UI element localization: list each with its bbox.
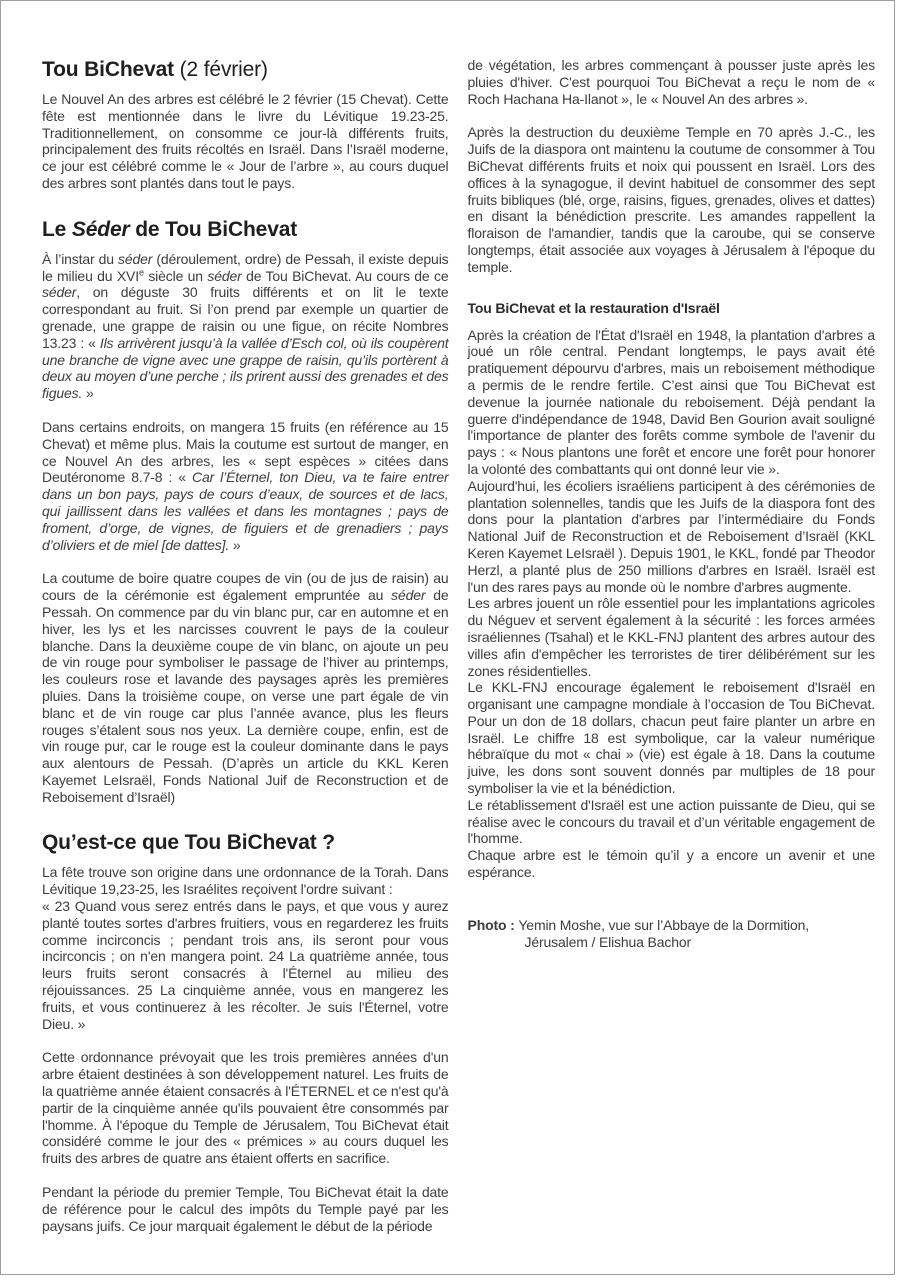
text-run: e xyxy=(138,266,144,277)
text-run: La coutume de boire quatre coupes de vin (ou de jus de raisin) au cours de la cérémonie est également empruntée au xyxy=(42,570,449,604)
ordinance-explanation-paragraph xyxy=(42,1049,449,1167)
text-run: Le Nouvel An des arbres est célébré le 2 février (15 Chevat). Cette fête est mentionnée dans le livre du Lévitique 19.23-25. Traditionnellement, on consomme ce jour-là différents fruits, principalement des fruits récoltés en Israël. Dans l’Israël moderne, ce jour est célébré comme le « Jour de l’arbre », au cours duquel des arbres sont plantés dans tout le pays. xyxy=(42,91,449,191)
text-run: Le xyxy=(42,217,72,241)
text-run: de Tou BiChevat. Au cours de ce xyxy=(241,267,449,284)
restoration-paragraph xyxy=(468,327,876,881)
text-run: Après la destruction du deuxième Temple en 70 après J.-C., les Juifs de la diaspora ont maintenu la coutume de consommer à Tou BiChevat différents fruits et noix qui poussent en Israël. Lors des offices à la synagogue, il devint habituel de consommer des sept fruits bibliques (blé, orge, raisins, figues, grenades, olives et dattes) en disant la bénédiction prescrite. Les amandes rappellent la floraison de l'amandier, tandis que la caroube, qui se conserve longtemps, était associée aux voyages à Jérusalem à l'époque du temple. xyxy=(467,124,875,275)
text-run: Photo : xyxy=(467,916,519,933)
seven-species-paragraph xyxy=(42,419,449,553)
text-run: de Pessah. On commence par du vin blanc pur, car en automne et en hiver, les lys et les narcisses couvrent le pays de la couleur blanche. Dans la deuxième coupe de vin blanc, on ajoute un peu de vin rouge pour symboliser le passage de l’hiver au printemps, les couleurs rose et lavande des paysages après les premières pluies. Dans la troisième coupe, on verse une part égale de vin blanc et de vin rouge car plus l’année avance, plus les fleurs rouges s’étalent sous nos yeux. La dernière coupe, enfin, est de vin rouge pur, car le rouge est la couleur dominante dans le pays aux alentours de Pessah. (D’après un article du KKL Keren Kayemet LeIsraël, Fonds National Juif de Reconstruction et de Reboisement d’Israël) xyxy=(42,587,449,805)
text-run: (2 février) xyxy=(173,58,268,81)
text-run: Le rétablissement d'Israël est une action puissante de Dieu, qui se réalise avec le concours du travail et d’un véritable engagement de l'homme. xyxy=(467,796,875,847)
text-run: Pendant la période du premier Temple, Tou BiChevat était la date de référence pour le calcul des impôts du Temple payé par les paysans juifs. Ce jour marquait également le début de la période xyxy=(42,1184,449,1234)
text-run: Chaque arbre est le témoin qu’il y a encore un avenir et une espérance. xyxy=(467,847,875,881)
what-is-section-heading xyxy=(42,830,449,855)
text-run: Ils arrivèrent jusqu’à la vallée d’Esch col, où ils coupèrent une branche de vigne avec une grappe de raisin, qu’ils portèrent à deux au moyen d’une perche ; ils prirent aussi des grenades et des figues. xyxy=(42,334,449,402)
two-column-layout xyxy=(1,1,894,1251)
text-run: Dans certains endroits, on mangera 15 fruits (en référence au 15 Chevat) et même plus. Mais la coutume est surtout de manger, en ce Nouvel An des arbres, les « sept espèces » citées dans Deutéronome 8.7-8 : « xyxy=(42,418,449,486)
continuation-paragraph xyxy=(468,57,876,107)
text-run: de Tou BiChevat xyxy=(129,217,298,241)
text-run: Après la création de l'État d'Israël en 1948, la plantation d'arbres a joué un rôle central. Pendant longtemps, le pays avait été pratiquement dépourvu d'arbres, mais un reboisement méthodique a permis de le rendre fertile. C’est ainsi que Tou BiChevat est devenue la journée nationale du reboisement. Déjà pendant la guerre d'indépendance de 1948, David Ben Gourion avait souligné l'importance de planter des forêts comme symbole de l'avenir du pays : « Nous plantons une forêt et encore une forêt pour honorer la volonté des combattants qui ont donné leur vie ». xyxy=(467,326,875,477)
text-run: Les arbres jouent un rôle essentiel pour les implantations agricoles du Néguev et servent également à la sécurité : les forces armées israéliennes (Tsahal) et le KKL-FNJ plantent des arbres autour des villes afin d'empêcher les terroristes de tirer délibérément sur les zones résidentielles. xyxy=(467,595,875,679)
page-title xyxy=(42,57,449,82)
text-run: » xyxy=(229,536,241,553)
text-run: (déroulement, ordre) de Pessah, il existe depuis le milieu du XVI xyxy=(42,250,449,284)
seder-section-heading xyxy=(42,217,449,242)
restoration-subheading xyxy=(468,300,876,317)
text-run: Le KKL-FNJ encourage également le reboisement d'Israël en organisant une campagne mondiale à l’occasion de Tou BiChevat. Pour un don de 18 dollars, chacun peut faire planter un arbre en Israël. Le chiffre 18 est symbolique, car la valeur numérique hébraïque du mot « chai » (vie) est égale à 18. Dans la coutume juive, les dons sont souvent donnés par multiples de 18 pour symboliser la vie et la bénédiction. xyxy=(467,679,875,797)
right-column xyxy=(468,57,876,1251)
text-run: Séder xyxy=(71,217,130,241)
text-run: Yemin Moshe, vue sur l’Abbaye de la Dormition, Jérusalem / Elishua Bachor xyxy=(518,916,810,950)
four-cups-paragraph xyxy=(42,570,449,805)
text-run: séder xyxy=(207,267,242,284)
text-run: Aujourd'hui, les écoliers israéliens participent à des cérémonies de plantation solennelles, tandis que les Juifs de la diaspora font des dons pour la plantation d'arbres par l’intermédiaire du Fonds National Juif de Reconstruction et de Reboisement d’Israël (KKL Keren Kayemet LeIsraël ). Depuis 1901, le KKL, fondé par Theodor Herzl, a planté plus de 250 millions d'arbres en Israël. Israël est l'un des rares pays au monde où le nombre d'arbres augmente. xyxy=(467,477,875,595)
left-column xyxy=(42,57,449,1251)
text-run: La fête trouve son origine dans une ordonnance de la Torah. Dans Lévitique 19,23-25, les Israélites reçoivent l'ordre suivant : xyxy=(42,864,449,898)
text-run: À l’instar du xyxy=(42,250,118,267)
text-run: « 23 Quand vous serez entrés dans le pays, et que vous y aurez planté toutes sortes d'arbres fruitiers, vous en regarderez les fruits comme incirconcis ; pendant trois ans, ils seront pour vous incirconcis ; on n'en mangera point. 24 La quatrième année, tous leurs fruits seront consacrés à l'Éternel au milieu des réjouissances. 25 La cinquième année, vous en mangerez les fruits, et vous continuerez à les récolter. Je suis l'Éternel, votre Dieu. » xyxy=(42,898,449,1032)
torah-ordinance-paragraph xyxy=(42,864,449,1032)
intro-paragraph xyxy=(42,91,449,192)
text-run: séder xyxy=(42,284,77,301)
diaspora-paragraph xyxy=(468,124,876,275)
text-run: Qu’est-ce que Tou BiChevat ? xyxy=(42,831,335,855)
text-run: séder xyxy=(391,587,426,604)
text-run: séder xyxy=(117,250,153,267)
text-run: siècle un xyxy=(143,267,208,284)
photo-credit xyxy=(468,917,876,951)
seder-paragraph xyxy=(42,251,449,402)
text-run: , on déguste 30 fruits différents et on lit le texte correspondant au fruit. Si l’on prend par exemple un quartier de grenade, une grappe de raisin ou une figue, on récite Nombres 13.23 : « xyxy=(42,284,449,351)
text-run: » xyxy=(82,385,94,402)
text-run: Tou BiChevat xyxy=(42,58,174,81)
text-run: Cette ordonnance prévoyait que les trois premières années d'un arbre étaient destinées à son développement naturel. Les fruits de la quatrième année étaient consacrés à l'ÉTERNEL et ce n'est qu'à partir de la cinquième année qu'ils pouvaient être consommés par l'homme. À l'époque du Temple de Jérusalem, Tou BiChevat était considéré comme le jour des « prémices » au cours duquel les fruits des arbres de quatre ans étaient offerts en sacrifice. xyxy=(42,1049,449,1167)
text-run: de végétation, les arbres commençant à pousser juste après les pluies d'hiver. C'est pourquoi Tou BiChevat a reçu le nom de « Roch Hachana Ha-Ilanot », le « Nouvel An des arbres ». xyxy=(467,57,875,107)
first-temple-paragraph xyxy=(42,1184,449,1234)
text-run: Tou BiChevat et la restauration d'Israël xyxy=(467,299,720,316)
text-run: Car l’Éternel, ton Dieu, va te faire entrer dans un bon pays, pays de cours d’eaux, de sources et de lacs, qui jaillissent dans les vallées et dans les montagnes ; pays de froment, d’orge, de vignes, de figuiers et de grenadiers ; pays d’oliviers et de miel [de dattes]. xyxy=(42,469,449,553)
